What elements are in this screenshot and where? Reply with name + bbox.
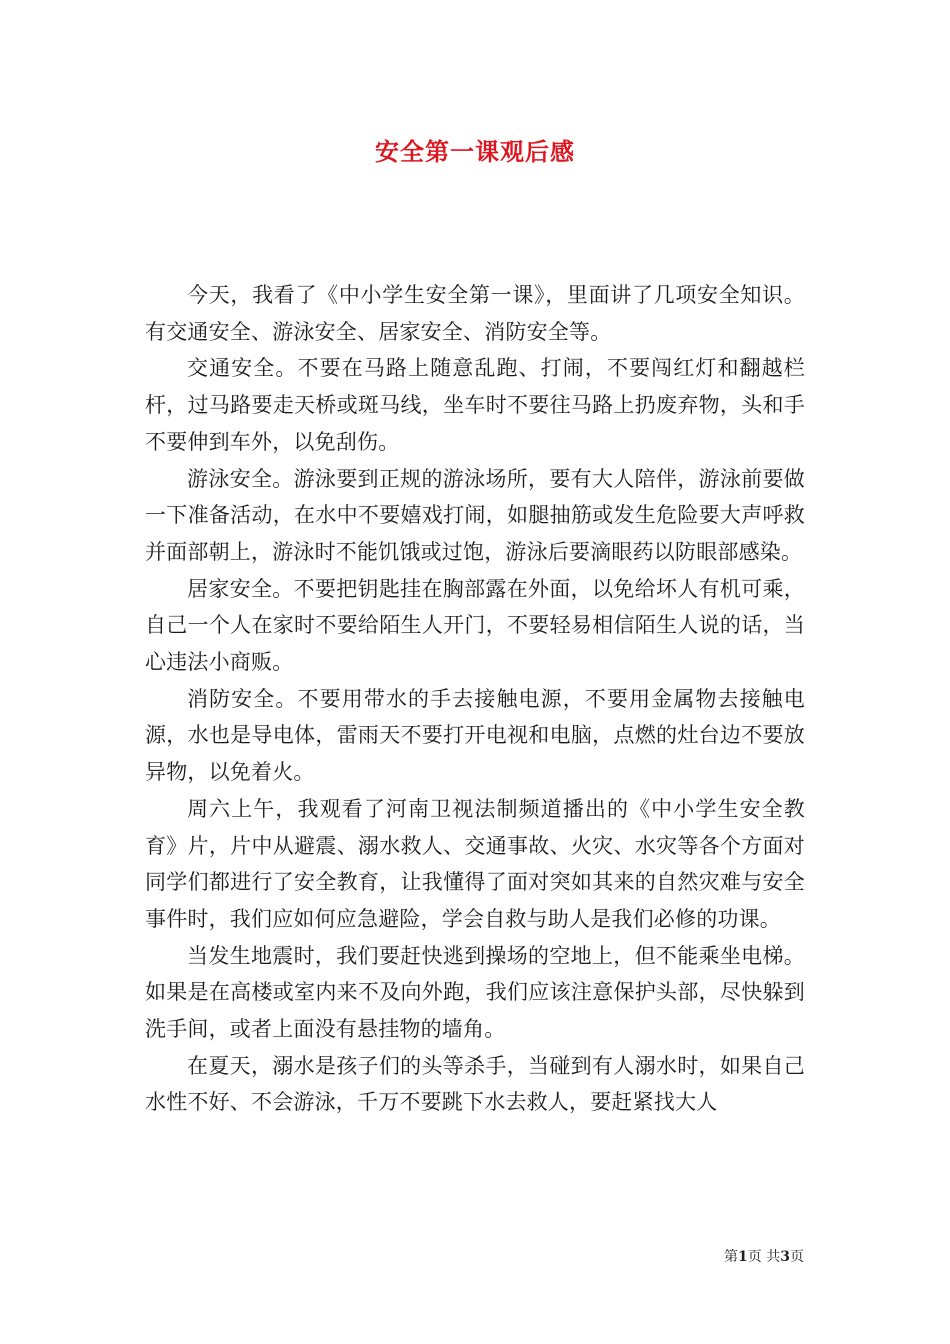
footer-middle: 页 共	[747, 1249, 781, 1265]
document-title: 安全第一课观后感	[375, 137, 575, 166]
document-body	[145, 277, 805, 1121]
paragraph: 交通安全。不要在马路上随意乱跑、打闹，不要闯红灯和翻越栏杆，过马路要走天桥或斑马线，坐车时不要往马路上扔废弃物，头和手不要伸到车外，以免刮伤。	[145, 356, 805, 454]
paragraph: 消防安全。不要用带水的手去接触电源，不要用金属物去接触电源，水也是导电体，雷雨天不要打开电视和电脑，点燃的灶台边不要放异物，以免着火。	[145, 686, 805, 785]
paragraph: 在夏天，溺水是孩子们的头等杀手，当碰到有人溺水时，如果自己水性不好、不会游泳，千万不要跳下水去救人，要赶紧找大人	[145, 1053, 805, 1115]
paragraph: 当发生地震时，我们要赶快逃到操场的空地上，但不能乘坐电梯。如果是在高楼或室内来不及向外跑，我们应该注意保护头部，尽快躲到洗手间，或者上面没有悬挂物的墙角。	[145, 943, 805, 1042]
page-footer	[724, 1246, 804, 1266]
paragraph: 居家安全。不要把钥匙挂在胸部露在外面，以免给坏人有机可乘，自己一个人在家时不要给陌生人开门，不要轻易相信陌生人说的话，当心违法小商贩。	[145, 576, 805, 675]
footer-prefix: 第	[724, 1249, 739, 1265]
paragraph: 游泳安全。游泳要到正规的游泳场所，要有大人陪伴，游泳前要做一下准备活动，在水中不要嬉戏打闹，如腿抽筋或发生危险要大声呼救并面部朝上，游泳时不能饥饿或过饱，游泳后要滴眼药以防眼部感染。	[145, 466, 805, 564]
current-page-number: 1	[738, 1249, 748, 1265]
footer-suffix: 页	[790, 1249, 804, 1265]
paragraph: 今天，我看了《中小学生安全第一课》，里面讲了几项安全知识。有交通安全、游泳安全、居家安全、消防安全等。	[145, 283, 805, 344]
total-page-count: 3	[780, 1249, 790, 1265]
paragraph: 周六上午，我观看了河南卫视法制频道播出的《中小学生安全教育》片，片中从避震、溺水救人、交通事故、火灾、水灾等各个方面对同学们都进行了安全教育，让我懂得了面对突如其来的自然灾难与安全事件时，我们应如何应急避险，学会自救与助人是我们必修的功课。	[145, 796, 805, 931]
